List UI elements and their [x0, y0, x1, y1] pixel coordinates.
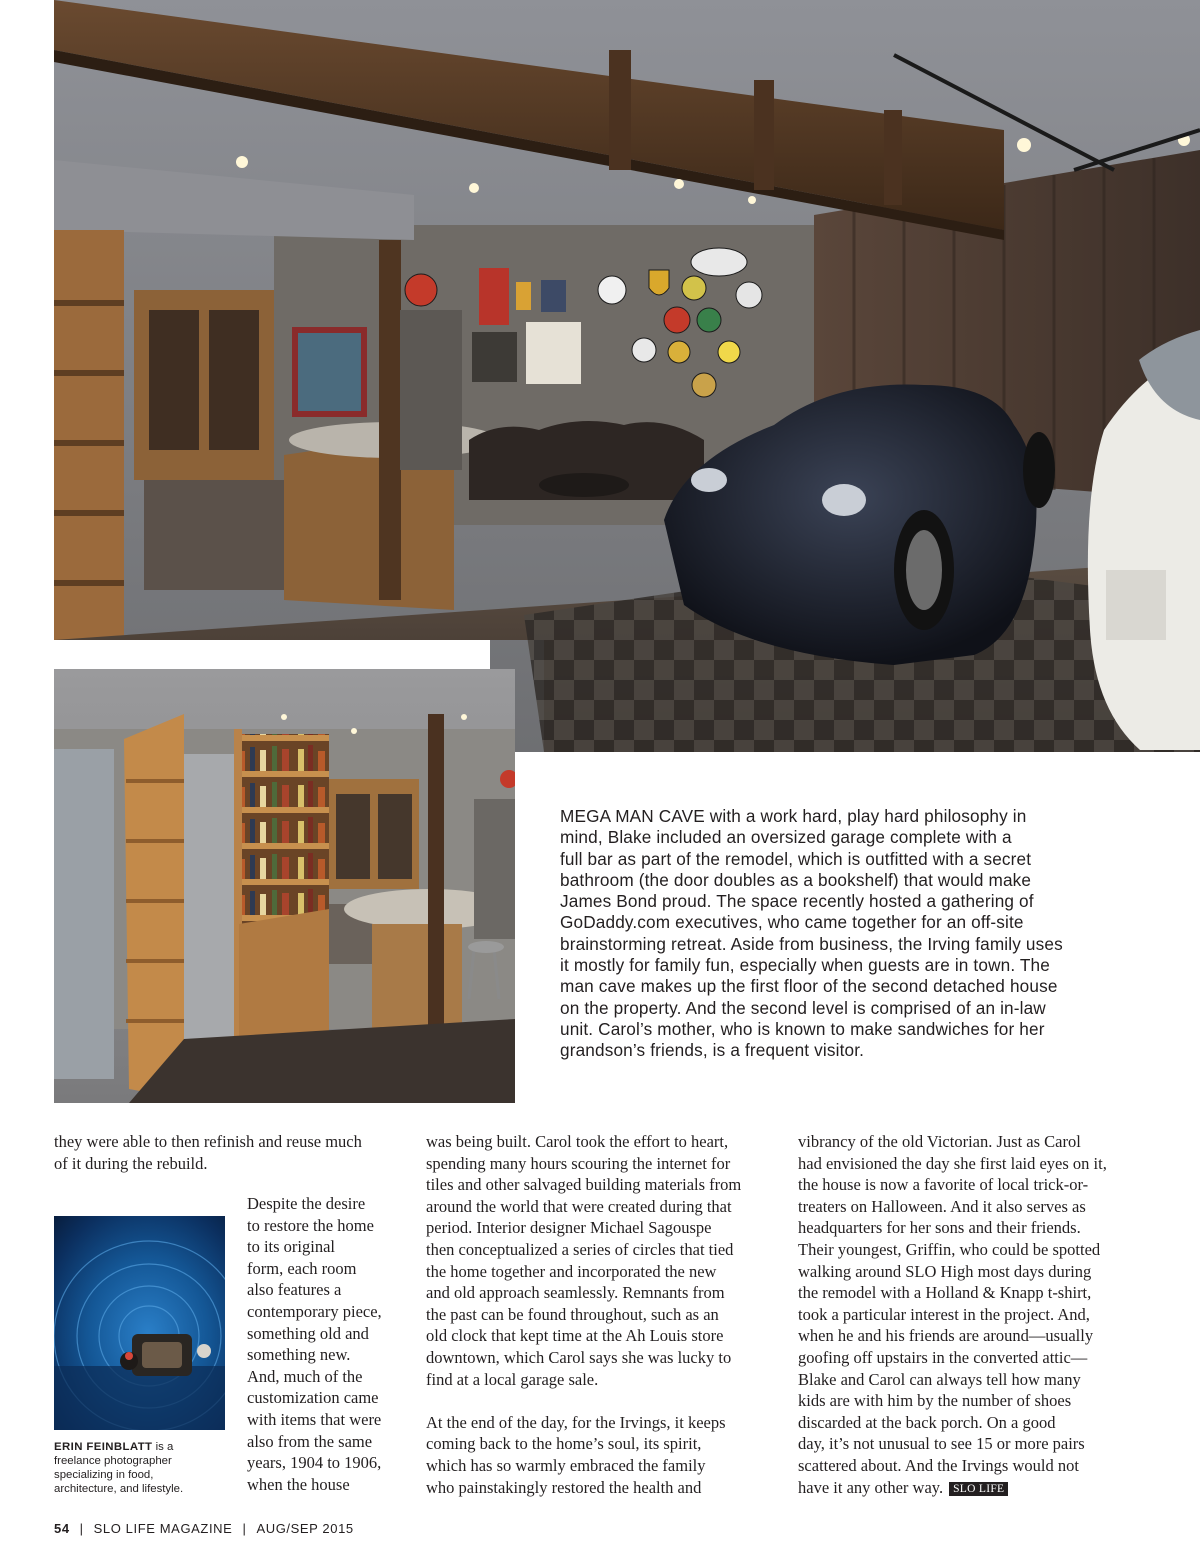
body-line: who painstakingly restored the health and — [426, 1477, 702, 1497]
body-line-last — [798, 1477, 1158, 1499]
body-line: the remodel with a Holland & Knapp t-shirt, — [798, 1283, 1092, 1303]
page-footer — [54, 1521, 354, 1536]
caption-line: on the property. And the second level is comprised of an in-law — [560, 997, 1046, 1018]
body-line: goofing off upstairs in the converted attic— — [798, 1347, 1088, 1367]
photographer-photo-illustration — [54, 1216, 225, 1430]
body-line: the house is now a favorite of local trick-or- — [798, 1175, 1089, 1195]
body-line: also from the same — [247, 1431, 373, 1451]
body-line: they were able to then refinish and reuse much — [54, 1132, 362, 1151]
body-line: years, 1904 to 1906, — [247, 1453, 382, 1473]
body-line: and old approach seamlessly. Remnants from — [426, 1283, 725, 1303]
body-line: when he and his friends are around—usually — [798, 1326, 1094, 1346]
magazine-name: SLO LIFE MAGAZINE — [93, 1521, 233, 1536]
inset-photo-bar — [54, 669, 515, 1103]
issue-date: AUG/SEP 2015 — [256, 1521, 354, 1536]
body-line: day, it’s not unusual to see 15 or more pairs — [798, 1434, 1085, 1454]
footer-separator: | — [242, 1521, 247, 1536]
body-line: contemporary piece, — [247, 1301, 382, 1321]
body-line: the past can be found throughout, such as an — [426, 1304, 719, 1324]
caption-line: James Bond proud. The space recently hosted a gathering of — [560, 891, 1034, 912]
photographer-photo — [54, 1216, 225, 1430]
body-line: walking around SLO High most days during — [798, 1261, 1092, 1281]
article-column-1-narrow — [247, 1193, 407, 1495]
page-number: 54 — [54, 1521, 70, 1536]
bio-line: specializing in food, — [54, 1469, 154, 1481]
bio-line: freelance photographer — [54, 1455, 172, 1467]
body-line: which has so warmly embraced the family — [426, 1455, 706, 1475]
body-line: discarded at the back porch. On a good — [798, 1412, 1056, 1432]
body-line: downtown, which Carol says she was lucky to — [426, 1347, 732, 1367]
inset-photo-illustration — [54, 669, 515, 1103]
end-mark-badge: SLO LIFE — [949, 1482, 1008, 1496]
body-line: customization came — [247, 1388, 379, 1408]
body-line: with items that were — [247, 1409, 382, 1429]
body-line: old clock that kept time at the Ah Louis store — [426, 1326, 724, 1346]
photographer-bio — [54, 1440, 234, 1496]
caption-line: it mostly for family fun, especially when guests are in town. The — [560, 955, 1050, 976]
photographer-name: ERIN FEINBLATT — [54, 1441, 153, 1453]
body-line: treaters on Halloween. And it also serves as — [798, 1196, 1086, 1216]
body-line: And, much of the — [247, 1366, 363, 1386]
caption-line: unit. Carol’s mother, who is known to make sandwiches for her — [560, 1018, 1045, 1039]
body-line: period. Interior designer Michael Sagouspe — [426, 1218, 712, 1238]
body-line: the home together and incorporated the new — [426, 1261, 717, 1281]
caption-line: bathroom (the door doubles as a bookshelf) that would make — [560, 869, 1032, 890]
body-line: to restore the home — [247, 1215, 374, 1235]
body-line: of it during the rebuild. — [54, 1153, 208, 1173]
body-line: vibrancy of the old Victorian. Just as Carol — [798, 1132, 1081, 1151]
caption-line: MEGA MAN CAVE with a work hard, play hard philosophy in — [560, 806, 1027, 826]
caption-line: full bar as part of the remodel, which is outfitted with a secret — [560, 848, 1032, 869]
body-line: Blake and Carol can always tell how many — [798, 1369, 1081, 1389]
body-line: had envisioned the day she first laid eyes on it, — [798, 1153, 1107, 1173]
caption-line: man cave makes up the first floor of the second detached house — [560, 976, 1058, 997]
article-column-2 — [426, 1131, 771, 1498]
body-line: also features a — [247, 1280, 342, 1300]
paragraph-gap — [426, 1390, 771, 1412]
footer-separator: | — [79, 1521, 84, 1536]
bio-line: is a — [152, 1441, 174, 1453]
caption-line: brainstorming retreat. Aside from business, the Irving family uses — [560, 933, 1063, 954]
body-line: form, each room — [247, 1258, 357, 1278]
body-line: tiles and other salvaged building materials from — [426, 1175, 742, 1195]
body-line: At the end of the day, for the Irvings, it keeps — [426, 1412, 726, 1432]
body-line: something old and — [247, 1323, 369, 1343]
body-line: was being built. Carol took the effort to heart, — [426, 1132, 729, 1151]
body-line: something new. — [247, 1345, 351, 1365]
body-line: find at a local garage sale. — [426, 1369, 599, 1389]
body-line: Despite the desire — [247, 1194, 366, 1213]
body-line: when the house — [247, 1474, 350, 1494]
body-line: around the world that were created during that — [426, 1196, 732, 1216]
bio-line: architecture, and lifestyle. — [54, 1483, 184, 1495]
body-line: headquarters for her sons and their friends. — [798, 1218, 1081, 1238]
body-line: coming back to the home’s soul, its spirit, — [426, 1434, 702, 1454]
body-line: Their youngest, Griffin, who could be spotted — [798, 1239, 1101, 1259]
photo-caption — [560, 806, 1150, 1062]
body-line: scattered about. And the Irvings would not — [798, 1455, 1079, 1475]
body-line-text: have it any other way. — [798, 1477, 944, 1497]
article-column-3 — [798, 1131, 1158, 1498]
caption-line: GoDaddy.com executives, who came together for an off-site — [560, 912, 1024, 933]
caption-line: grandson’s friends, is a frequent visitor. — [560, 1040, 865, 1061]
article-column-1-top — [54, 1131, 399, 1174]
caption-line: mind, Blake included an oversized garage complete with a — [560, 827, 1012, 848]
body-line: spending many hours scouring the internet for — [426, 1153, 731, 1173]
body-line: then conceptualized a series of circles that tied — [426, 1239, 734, 1259]
body-line: took a particular interest in the project. And, — [798, 1304, 1090, 1324]
body-line: kids are with him by the number of shoes — [798, 1391, 1072, 1411]
body-line: to its original — [247, 1237, 335, 1257]
